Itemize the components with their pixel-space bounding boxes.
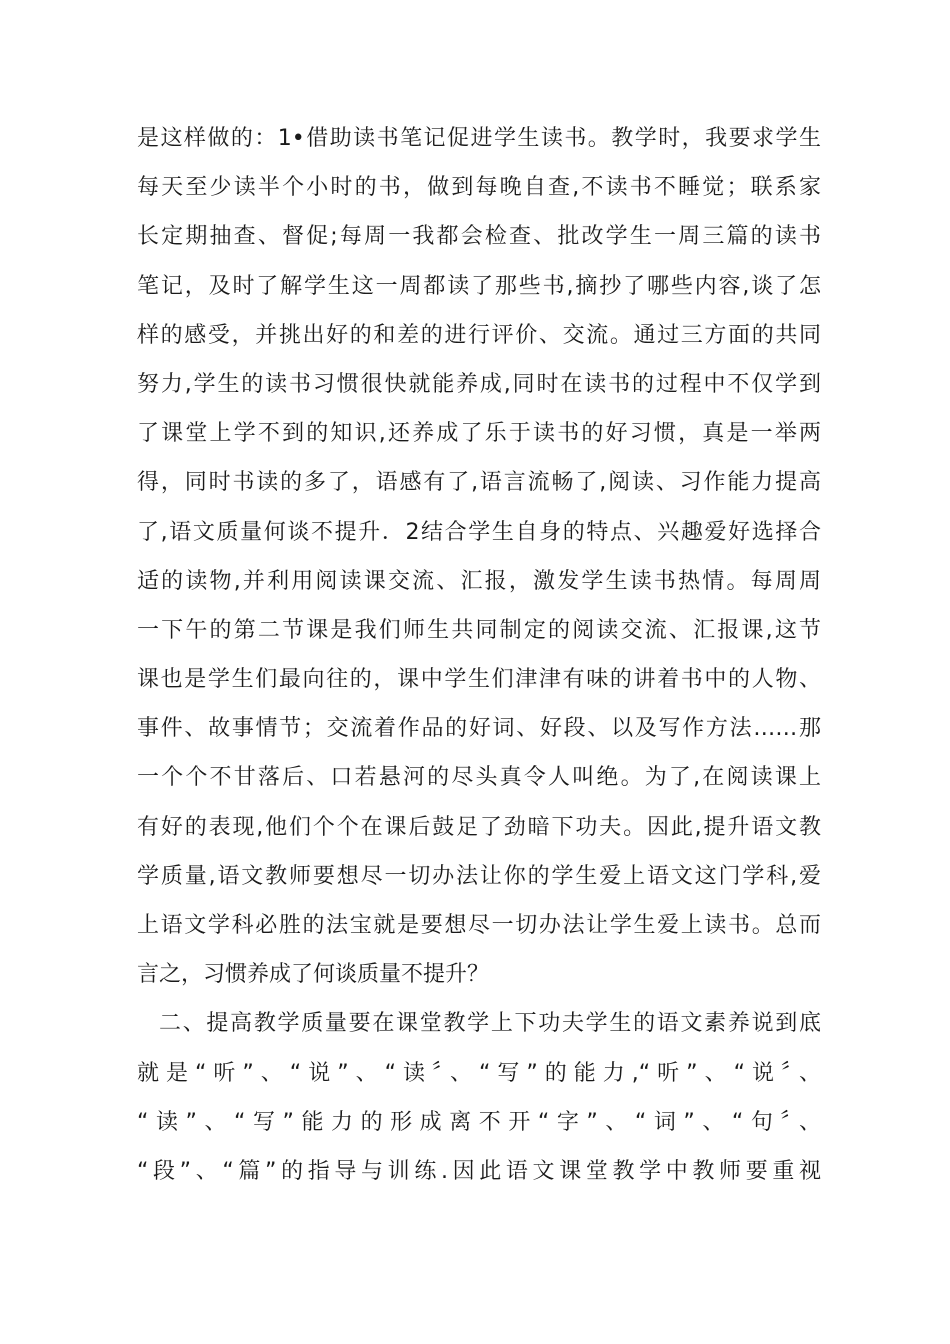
text-line: 课也是学生们最向往的，课中学生们津津有味的讲着书中的人物、 (137, 667, 821, 693)
text-line: 样的感受，并挑出好的和差的进行评价、交流。通过三方面的共同 (137, 322, 821, 348)
text-line: 适的读物,并利用阅读课交流、汇报，激发学生读书热情。每周周 (137, 568, 821, 594)
text-line: 学质量,语文教师要想尽一切办法让你的学生爱上语文这门学科,爱 (137, 863, 821, 889)
text-line: 笔记，及时了解学生这一周都读了那些书,摘抄了哪些内容,谈了怎 (137, 273, 821, 299)
text-line: “段”、“篇”的指导与训练.因此语文课堂教学中教师要重视 (137, 1158, 821, 1184)
text-line: 得，同时书读的多了，语感有了,语言流畅了,阅读、习作能力提高 (137, 470, 821, 496)
text-line: 一个个不甘落后、口若悬河的尽头真令人叫绝。为了,在阅读课上 (137, 765, 821, 791)
text-line: 一下午的第二节课是我们师生共同制定的阅读交流、汇报课,这节 (137, 617, 821, 643)
text-line: 事件、故事情节；交流着作品的好词、好段、以及写作方法……那 (137, 716, 821, 742)
text-line: 有好的表现,他们个个在课后鼓足了劲暗下功夫。因此,提升语文教 (137, 814, 821, 840)
text-line: 了课堂上学不到的知识,还养成了乐于读书的好习惯，真是一举两 (137, 421, 821, 447)
text-line: 言之，习惯养成了何谈质量不提升？ (137, 962, 490, 988)
body-text (137, 114, 837, 1196)
text-line: “读”、“写”能力的形成离不开“字”、“词”、“句〞、 (137, 1109, 821, 1135)
text-line: 长定期抽查、督促;每周一我都会检查、批改学生一周三篇的读书 (137, 224, 821, 250)
text-line: 是这样做的：1•借助读书笔记促进学生读书。教学时，我要求学生 (137, 126, 821, 151)
text-line: 努力,学生的读书习惯很快就能养成,同时在读书的过程中不仅学到 (137, 371, 821, 397)
text-line: 了,语文质量何谈不提升．2结合学生自身的特点、兴趣爱好选择合 (137, 519, 821, 545)
text-line: 上语文学科必胜的法宝就是要想尽一切办法让学生爱上读书。总而 (137, 913, 821, 938)
text-line: 就是“听”、“说”、“读〞、“写”的能力,“听”、“说〞、 (137, 1060, 821, 1086)
section-heading-line: 二、提高教学质量要在课堂教学上下功夫学生的语文素养说到底 (159, 1011, 821, 1037)
text-line: 每天至少读半个小时的书，做到每晚自查,不读书不睡觉；联系家 (137, 175, 821, 201)
